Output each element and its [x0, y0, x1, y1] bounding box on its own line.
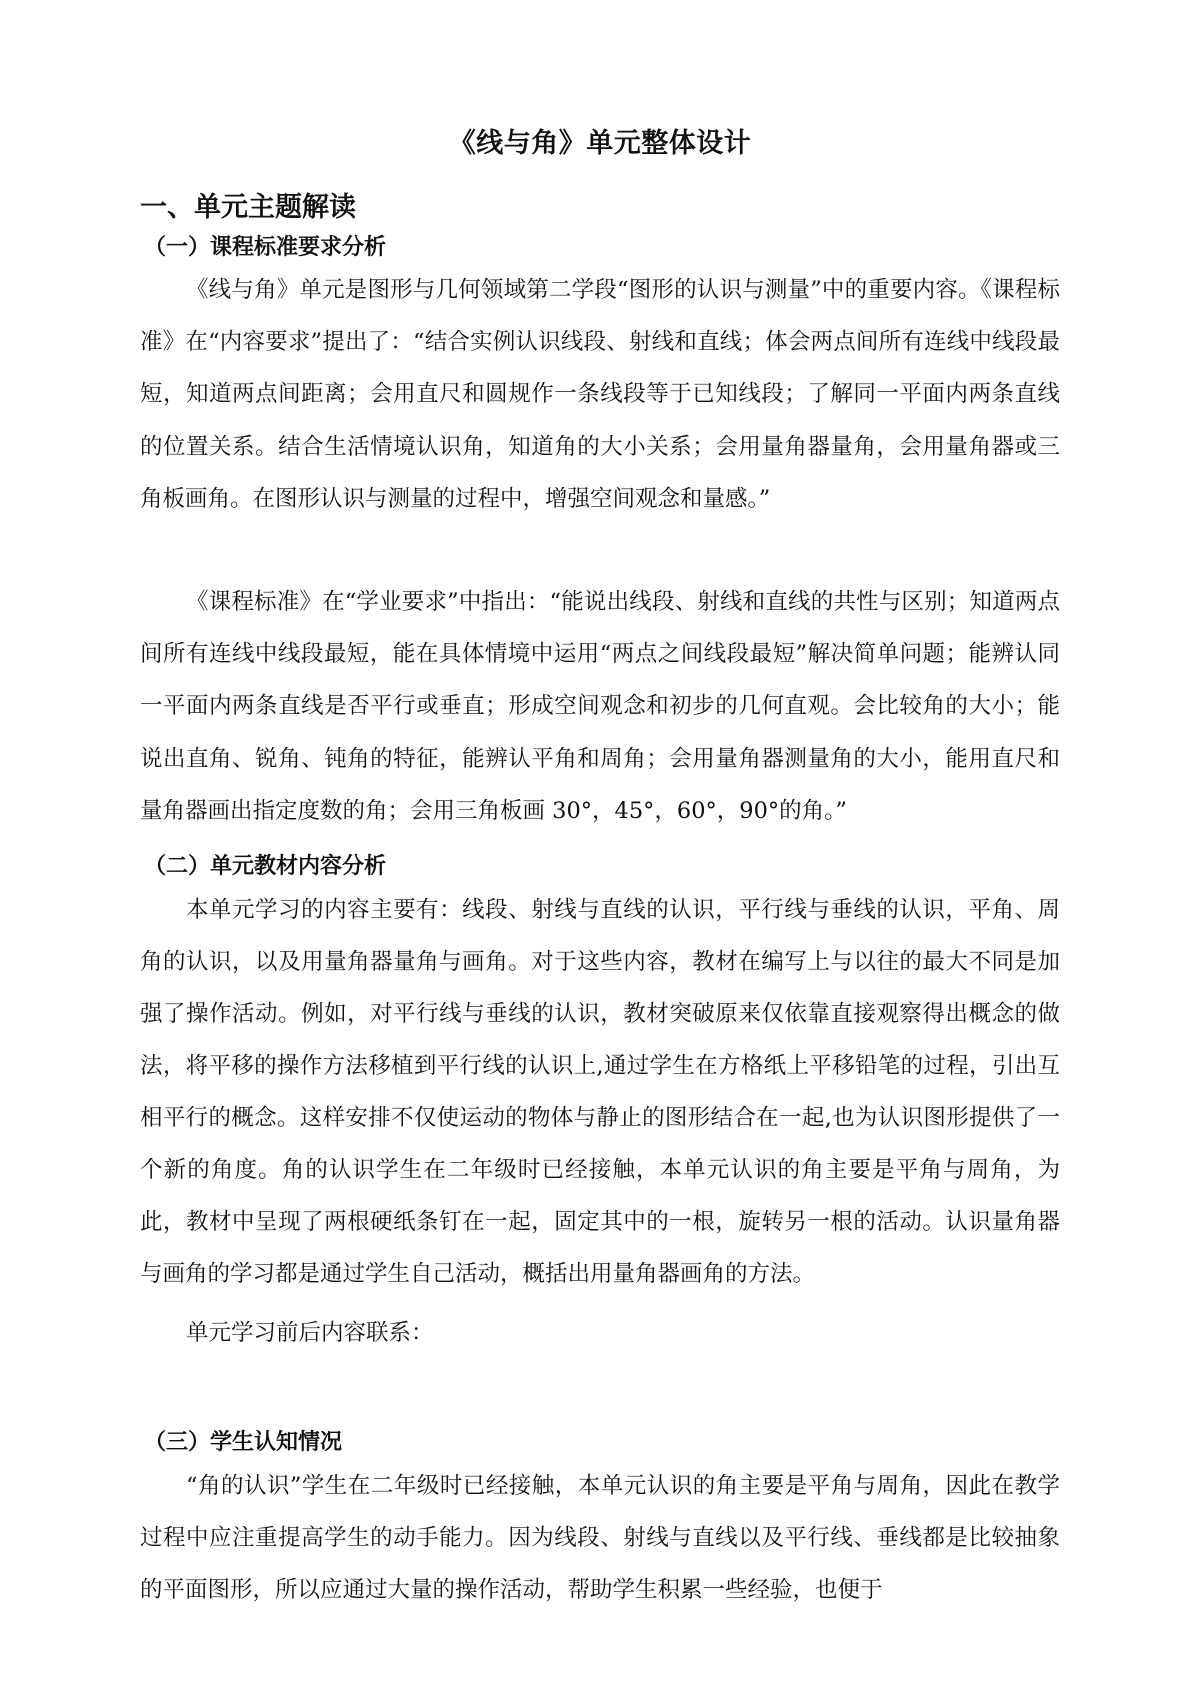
- paragraph-textbook-analysis: 本单元学习的内容主要有：线段、射线与直线的认识，平行线与垂线的认识，平角、周角的认识，以及用量角器量角与画角。对于这些内容，教材在编写上与以往的最大不同是加强了操作活动。例如，对平行线与垂线的认识，教材突破原来仅依靠直接观察得出概念的做法，将平移的操作方法移植到平行线的认识上,通过学生在方格纸上平移铅笔的过程，引出互相平行的概念。这样安排不仅使运动的物体与静止的图形结合在一起,也为认识图形提供了一个新的角度。角的认识学生在二年级时已经接触，本单元认识的角主要是平角与周角，为此，教材中呈现了两根硬纸条钉在一起，固定其中的一根，旋转另一根的活动。认识量角器与画角的学习都是通过学生自己活动，概括出用量角器画角的方法。: [140, 897, 1060, 1287]
- paragraph-content-requirements: 《线与角》单元是图形与几何领域第二学段“图形的认识与测量”中的重要内容。《课程标准》在“内容要求”提出了：“结合实例认识线段、射线和直线；体会两点间所有连线中线段最短，知道两点间距离；会用直尺和圆规作一条线段等于已知线段；了解同一平面内两条直线的位置关系。结合生活情境认识角，知道角的大小关系；会用量角器量角，会用量角器或三角板画角。在图形认识与测量的过程中，增强空间观念和量感。”: [140, 277, 1060, 512]
- unit-content-link-label: 单元学习前后内容联系：: [186, 1320, 434, 1346]
- subsection-heading-curriculum-standard: （一）课程标准要求分析: [144, 235, 387, 260]
- paragraph-student-cognition: “角的认识”学生在二年级时已经接触，本单元认识的角主要是平角与周角，因此在教学过程中应注重提高学生的动手能力。因为线段、射线与直线以及平行线、垂线都是比较抽象的平面图形，所以应通过大量的操作活动，帮助学生积累一些经验，也便于: [140, 1473, 1060, 1603]
- section-heading-unit-theme: 一、单元主题解读: [140, 192, 356, 223]
- paragraph-academic-requirements: 《课程标准》在“学业要求”中指出：“能说出线段、射线和直线的共性与区别；知道两点间所有连线中线段最短，能在具体情境中运用“两点之间线段最短”解决简单问题；能辨认同一平面内两条直线是否平行或垂直；形成空间观念和初步的几何直观。会比较角的大小；能说出直角、锐角、钝角的特征，能辨认平角和周角；会用量角器测量角的大小，能用直尺和量角器画出指定度数的角；会用三角板画 30°，45°，60°，90°的角。”: [140, 589, 1060, 824]
- document-title: 《线与角》单元整体设计: [448, 128, 752, 159]
- subsection-heading-student-cognition: （三）学生认知情况: [144, 1430, 343, 1455]
- subsection-heading-textbook-analysis: （二）单元教材内容分析: [144, 854, 387, 879]
